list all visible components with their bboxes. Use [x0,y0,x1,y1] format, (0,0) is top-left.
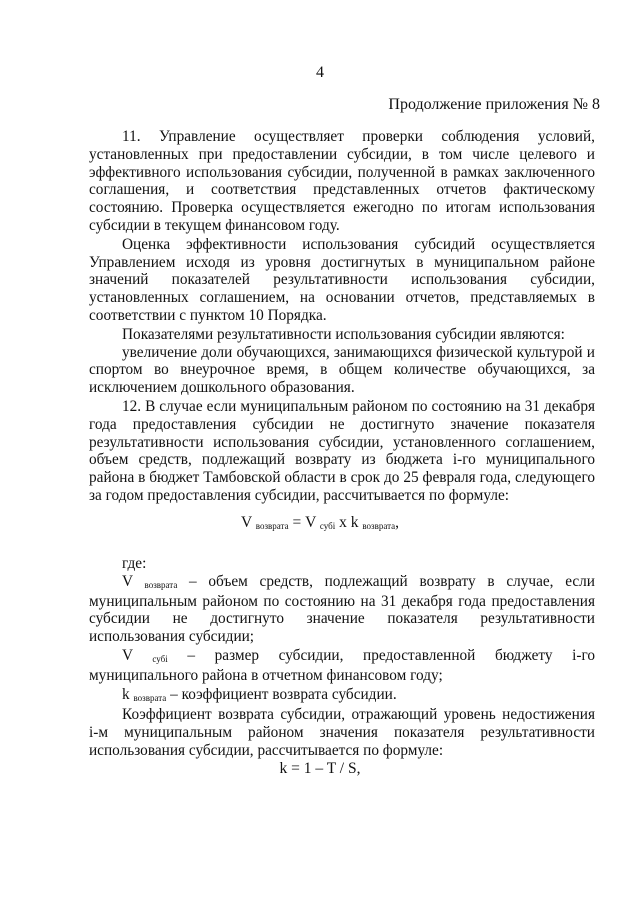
definitions-block [89,555,595,760]
definition-k [89,686,595,706]
paragraph-coefficient: Коэффициент возврата субсидии, отражающий уровень недостижения i-м муниципальным районом значения показателя результативности использования субсидии, рассчитывается по формуле: [89,706,595,759]
subscript-return: возврата [144,579,178,590]
appendix-heading: Продолжение приложения № 8 [388,96,600,113]
definition-text: – размер субсидии, предоставленной бюджету i-го муниципального района в отчетном финансовом году; [89,646,595,684]
formula-equals: = [288,514,306,531]
formula-volume-return [0,514,640,532]
paragraph-11: 11. Управление осуществляет проверки соблюдения условий, установленных при предоставлении субсидии, в том числе целевого и эффективного использования субсидии, полученной в рамках заключенного соглашения, и соответствия представленных отчетов фактическому состоянию. Проверка осуществляется ежегодно по итогам использования субсидии в текущем финансовом году. [89,128,595,234]
definition-v-return [89,573,595,646]
formula-subscript: возврата [362,521,396,531]
paragraph-evaluation: Оценка эффективности использования субсидий осуществляется Управлением исходя из уровня достигнутых в муниципальном районе значений показателей результативности использования субсидии, установленных соглашением, на основании отчетов, представляемых в соответствии с пунктом 10 Порядка. [89,235,595,324]
formula-times: x [335,514,351,531]
formula-symbol: V [305,514,316,531]
paragraph-increase: увеличение доли обучающихся, занимающихся физической культурой и спортом во внеурочное время, в общем количестве обучающихся, за исключением дошкольного образования. [89,343,595,397]
definition-text: – коэффициент возврата субсидии. [166,685,397,703]
paragraph-12: 12. В случае если муниципальным районом по состоянию на 31 декабря года предоставления субсидии не достигнуто значение показателя результативности использования субсидии, установленного соглашением, объем средств, подлежащий возврату из бюджета i-го муниципального района в бюджет Тамбовской области в срок до 25 февраля года, следующего за годом предоставления субсидии, рассчитывается по формуле: [89,397,595,504]
document-body [89,128,595,505]
subscript-subi: субi [152,653,168,664]
page-number: 4 [316,64,324,81]
definition-v-subi [89,647,595,685]
symbol-k: k [122,685,130,703]
symbol-v: V [122,572,133,590]
symbol-v: V [122,646,133,664]
formula-symbol: V [240,514,252,531]
formula-end: , [395,514,400,531]
formula-subscript: субi [319,521,336,531]
formula-subscript: возврата [255,521,289,531]
where-label: где: [122,555,147,572]
definition-text: – объем средств, подлежащий возврату в случае, если муниципальным районом по состоянию на 31 декабря года предоставления субсидии не достигнуто значение показателя результативности использования субсидии; [89,572,595,646]
subscript-return: возврата [133,692,167,703]
formula-symbol: k [350,514,359,531]
formula-coefficient: k = 1 – T / S, [279,760,361,777]
paragraph-indicators: Показателями результативности использования субсидии являются: [122,325,565,343]
